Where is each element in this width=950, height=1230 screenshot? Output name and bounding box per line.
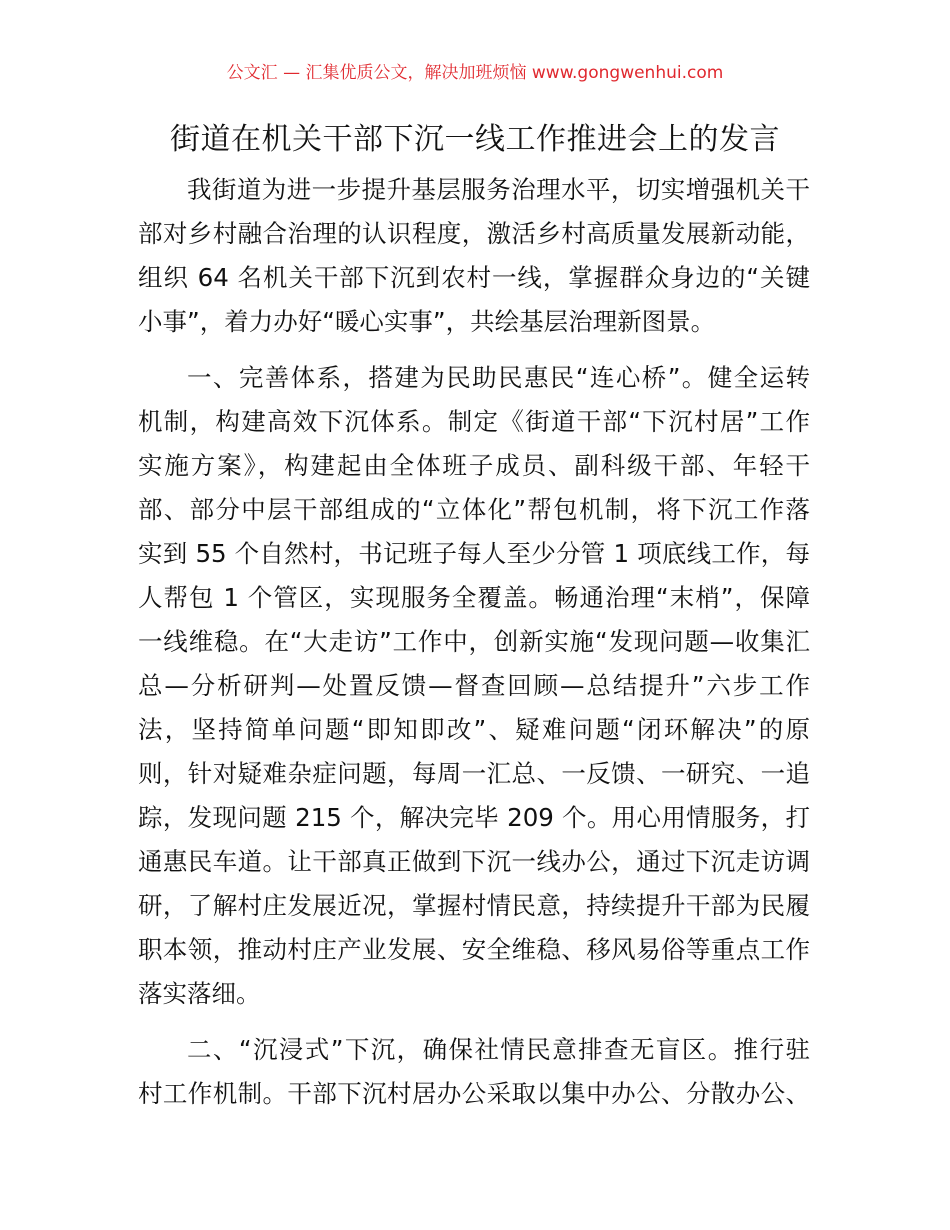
paragraph <box>138 168 810 344</box>
text-line: 通惠民车道。让干部真正做到下沉一线办公，通过下沉走访调 <box>138 847 810 876</box>
text-line: 村工作机制。干部下沉村居办公采取以集中办公、分散办公、 <box>138 1079 810 1108</box>
watermark-header: 公文汇 — 汇集优质公文，解决加班烦恼 www.gongwenhui.com <box>226 63 724 83</box>
text-line: 部、部分中层干部组成的“立体化”帮包机制，将下沉工作落 <box>138 495 810 524</box>
text-line: 实施方案》，构建起由全体班子成员、副科级干部、年轻干 <box>138 451 810 480</box>
text-line: 法，坚持简单问题“即知即改”、疑难问题“闭环解决”的原 <box>138 715 810 744</box>
text-line: 部对乡村融合治理的认识程度，激活乡村高质量发展新动能， <box>138 219 810 248</box>
text-line: 踪，发现问题 215 个，解决完毕 209 个。用心用情服务，打 <box>138 803 810 832</box>
text-line: 实到 55 个自然村，书记班子每人至少分管 1 项底线工作，每 <box>138 539 810 568</box>
text-line: 组织 64 名机关干部下沉到农村一线，掌握群众身边的“关键 <box>138 263 810 292</box>
text-line: 一线维稳。在“大走访”工作中，创新实施“发现问题—收集汇 <box>138 627 810 656</box>
text-line: 研，了解村庄发展近况，掌握村情民意，持续提升干部为民履 <box>138 891 810 920</box>
text-line: 则，针对疑难杂症问题，每周一汇总、一反馈、一研究、一追 <box>138 759 810 788</box>
document-body <box>138 168 810 1128</box>
text-line: 机制，构建高效下沉体系。制定《街道干部“下沉村居”工作 <box>138 407 810 436</box>
text-line: 落实落细。 <box>138 979 261 1008</box>
text-line: 总—分析研判—处置反馈—督查回顾—总结提升”六步工作 <box>138 671 810 700</box>
document-title: 街道在机关干部下沉一线工作推进会上的发言 <box>170 122 780 157</box>
text-line: 职本领，推动村庄产业发展、安全维稳、移风易俗等重点工作 <box>138 935 810 964</box>
text-line: 一、完善体系，搭建为民助民惠民“连心桥”。健全运转 <box>187 363 810 392</box>
text-line: 二、“沉浸式”下沉，确保社情民意排查无盲区。推行驻 <box>187 1035 810 1064</box>
paragraph <box>138 1028 810 1116</box>
paragraph <box>138 356 810 1016</box>
text-line: 人帮包 1 个管区，实现服务全覆盖。畅通治理“末梢”，保障 <box>138 583 810 612</box>
text-line: 我街道为进一步提升基层服务治理水平，切实增强机关干 <box>187 175 810 204</box>
text-line: 小事”，着力办好“暖心实事”，共绘基层治理新图景。 <box>138 307 716 336</box>
